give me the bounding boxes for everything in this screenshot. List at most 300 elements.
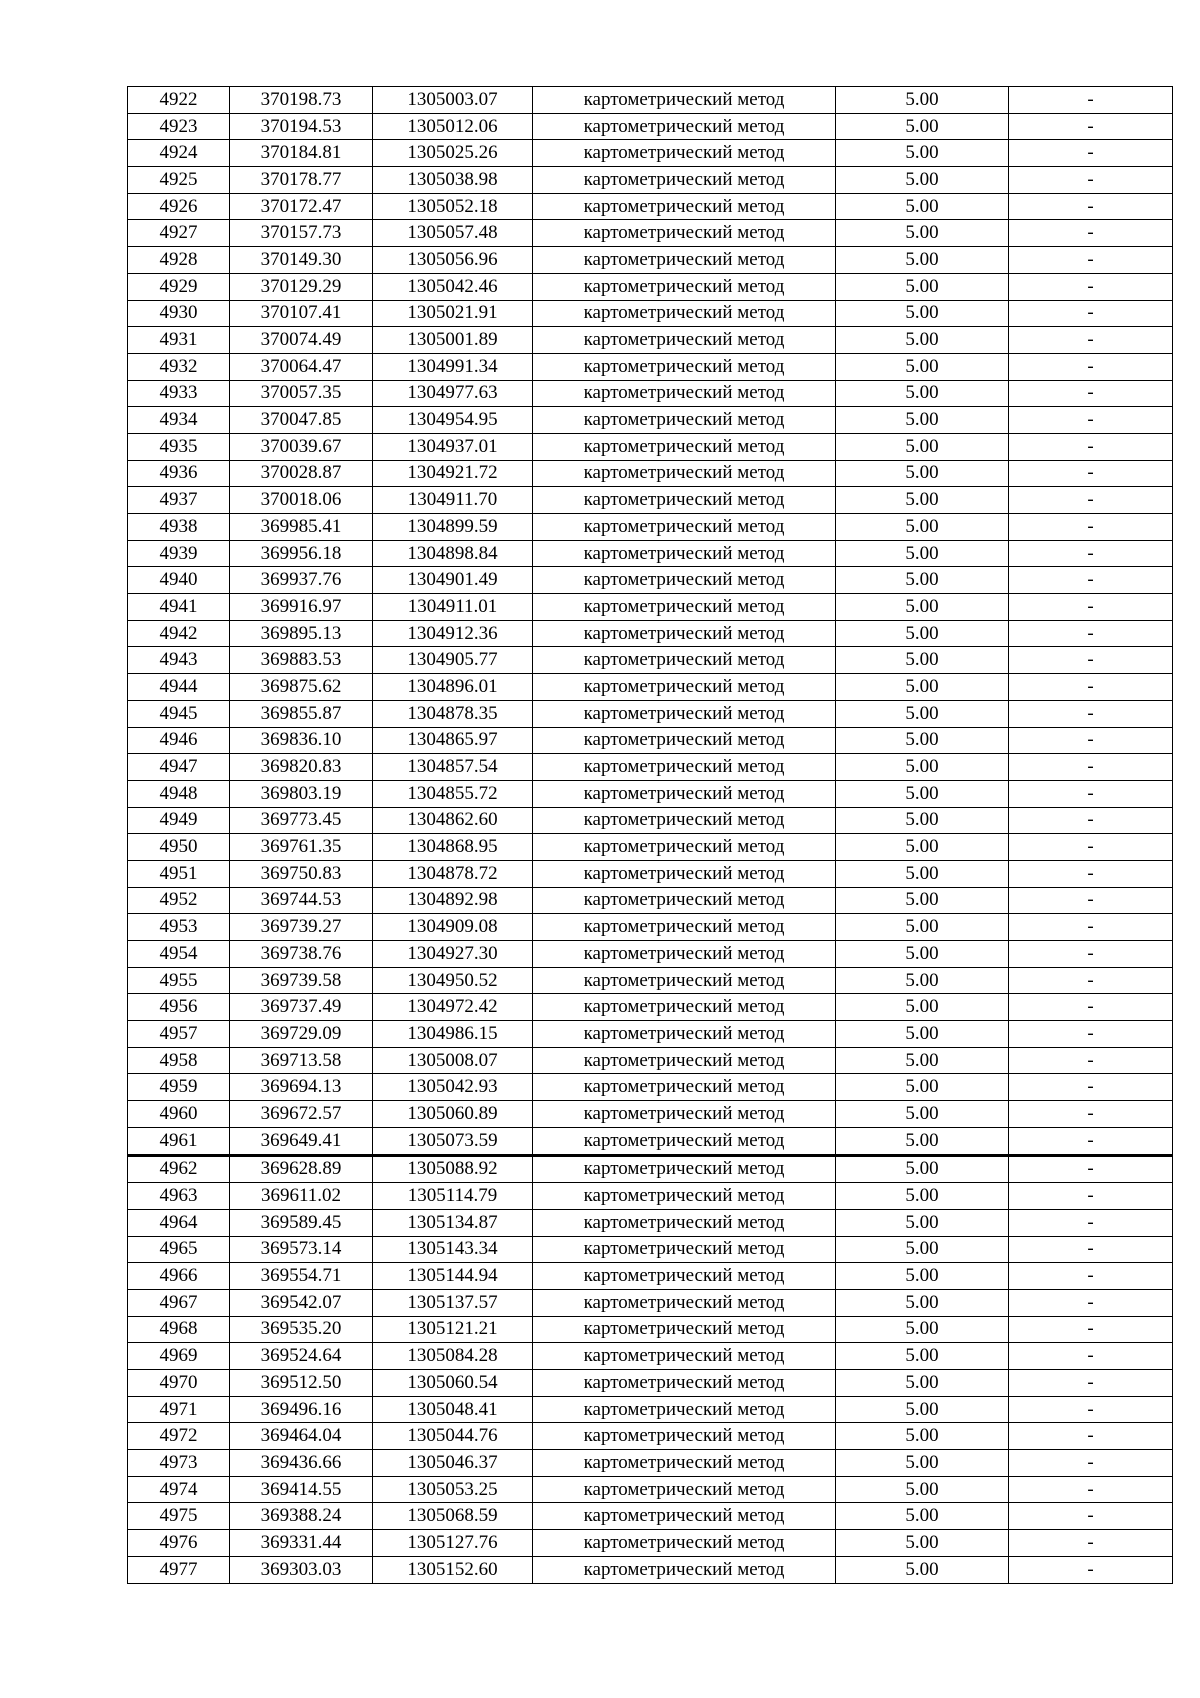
accuracy-cell: 5.00 [836,1155,1009,1183]
y-coordinate-cell: 1304865.97 [373,727,533,754]
y-coordinate-cell: 1305048.41 [373,1396,533,1423]
note-cell: - [1009,1209,1173,1236]
y-coordinate-cell: 1304977.63 [373,380,533,407]
note-cell: - [1009,1183,1173,1210]
table-row [128,700,1173,727]
accuracy-cell: 5.00 [836,540,1009,567]
y-coordinate-cell: 1304905.77 [373,647,533,674]
point-number-cell: 4942 [128,620,230,647]
x-coordinate-cell: 369875.62 [230,674,373,701]
x-coordinate-cell: 370028.87 [230,460,373,487]
y-coordinate-cell: 1304991.34 [373,353,533,380]
table-row [128,647,1173,674]
y-coordinate-cell: 1305044.76 [373,1423,533,1450]
note-cell: - [1009,220,1173,247]
table-row [128,1127,1173,1155]
x-coordinate-cell: 369836.10 [230,727,373,754]
note-cell: - [1009,1074,1173,1101]
table-row [128,1503,1173,1530]
y-coordinate-cell: 1304954.95 [373,407,533,434]
note-cell: - [1009,754,1173,781]
x-coordinate-cell: 369535.20 [230,1316,373,1343]
table-row [128,674,1173,701]
method-cell: картометрический метод [533,514,836,541]
point-number-cell: 4928 [128,247,230,274]
accuracy-cell: 5.00 [836,620,1009,647]
point-number-cell: 4961 [128,1127,230,1155]
accuracy-cell: 5.00 [836,647,1009,674]
note-cell: - [1009,647,1173,674]
x-coordinate-cell: 369512.50 [230,1370,373,1397]
table-row [128,1396,1173,1423]
point-number-cell: 4941 [128,594,230,621]
note-cell: - [1009,1316,1173,1343]
y-coordinate-cell: 1304862.60 [373,807,533,834]
accuracy-cell: 5.00 [836,1503,1009,1530]
accuracy-cell: 5.00 [836,807,1009,834]
accuracy-cell: 5.00 [836,1556,1009,1583]
y-coordinate-cell: 1305143.34 [373,1236,533,1263]
y-coordinate-cell: 1304927.30 [373,941,533,968]
point-number-cell: 4940 [128,567,230,594]
table-row [128,860,1173,887]
method-cell: картометрический метод [533,594,836,621]
point-number-cell: 4975 [128,1503,230,1530]
point-number-cell: 4927 [128,220,230,247]
method-cell: картометрический метод [533,1316,836,1343]
table-row [128,1209,1173,1236]
note-cell: - [1009,887,1173,914]
x-coordinate-cell: 369414.55 [230,1476,373,1503]
note-cell: - [1009,300,1173,327]
table-row [128,193,1173,220]
note-cell: - [1009,433,1173,460]
note-cell: - [1009,380,1173,407]
point-number-cell: 4958 [128,1047,230,1074]
accuracy-cell: 5.00 [836,407,1009,434]
x-coordinate-cell: 369649.41 [230,1127,373,1155]
method-cell: картометрический метод [533,1236,836,1263]
x-coordinate-cell: 370064.47 [230,353,373,380]
accuracy-cell: 5.00 [836,941,1009,968]
y-coordinate-cell: 1305057.48 [373,220,533,247]
note-cell: - [1009,1396,1173,1423]
x-coordinate-cell: 370198.73 [230,87,373,114]
y-coordinate-cell: 1305060.54 [373,1370,533,1397]
point-number-cell: 4955 [128,967,230,994]
accuracy-cell: 5.00 [836,887,1009,914]
accuracy-cell: 5.00 [836,1047,1009,1074]
table-row [128,967,1173,994]
accuracy-cell: 5.00 [836,1316,1009,1343]
method-cell: картометрический метод [533,1556,836,1583]
method-cell: картометрический метод [533,1021,836,1048]
x-coordinate-cell: 370057.35 [230,380,373,407]
accuracy-cell: 5.00 [836,167,1009,194]
y-coordinate-cell: 1305021.91 [373,300,533,327]
note-cell: - [1009,540,1173,567]
x-coordinate-cell: 370184.81 [230,140,373,167]
accuracy-cell: 5.00 [836,1101,1009,1128]
note-cell: - [1009,594,1173,621]
note-cell: - [1009,807,1173,834]
method-cell: картометрический метод [533,167,836,194]
note-cell: - [1009,113,1173,140]
accuracy-cell: 5.00 [836,834,1009,861]
table-row [128,1236,1173,1263]
point-number-cell: 4967 [128,1289,230,1316]
y-coordinate-cell: 1305073.59 [373,1127,533,1155]
method-cell: картометрический метод [533,780,836,807]
x-coordinate-cell: 369739.58 [230,967,373,994]
point-number-cell: 4966 [128,1263,230,1290]
method-cell: картометрический метод [533,353,836,380]
table-row [128,460,1173,487]
note-cell: - [1009,1343,1173,1370]
point-number-cell: 4951 [128,860,230,887]
point-number-cell: 4925 [128,167,230,194]
note-cell: - [1009,1155,1173,1183]
y-coordinate-cell: 1305012.06 [373,113,533,140]
point-number-cell: 4974 [128,1476,230,1503]
table-row [128,540,1173,567]
x-coordinate-cell: 369803.19 [230,780,373,807]
note-cell: - [1009,1021,1173,1048]
x-coordinate-cell: 369672.57 [230,1101,373,1128]
table-row [128,567,1173,594]
table-row [128,620,1173,647]
accuracy-cell: 5.00 [836,994,1009,1021]
accuracy-cell: 5.00 [836,353,1009,380]
point-number-cell: 4945 [128,700,230,727]
table-row [128,380,1173,407]
note-cell: - [1009,273,1173,300]
method-cell: картометрический метод [533,941,836,968]
accuracy-cell: 5.00 [836,780,1009,807]
method-cell: картометрический метод [533,967,836,994]
method-cell: картометрический метод [533,1127,836,1155]
accuracy-cell: 5.00 [836,754,1009,781]
y-coordinate-cell: 1305121.21 [373,1316,533,1343]
point-number-cell: 4970 [128,1370,230,1397]
table-row [128,1423,1173,1450]
x-coordinate-cell: 370149.30 [230,247,373,274]
y-coordinate-cell: 1304912.36 [373,620,533,647]
point-number-cell: 4947 [128,754,230,781]
y-coordinate-cell: 1304878.35 [373,700,533,727]
y-coordinate-cell: 1304896.01 [373,674,533,701]
y-coordinate-cell: 1305068.59 [373,1503,533,1530]
accuracy-cell: 5.00 [836,247,1009,274]
x-coordinate-cell: 369895.13 [230,620,373,647]
method-cell: картометрический метод [533,834,836,861]
method-cell: картометрический метод [533,380,836,407]
method-cell: картометрический метод [533,433,836,460]
table-row [128,300,1173,327]
table-row [128,247,1173,274]
accuracy-cell: 5.00 [836,514,1009,541]
method-cell: картометрический метод [533,540,836,567]
x-coordinate-cell: 370039.67 [230,433,373,460]
table-row [128,1263,1173,1290]
table-row [128,834,1173,861]
x-coordinate-cell: 369956.18 [230,540,373,567]
x-coordinate-cell: 369729.09 [230,1021,373,1048]
point-number-cell: 4957 [128,1021,230,1048]
note-cell: - [1009,1476,1173,1503]
point-number-cell: 4976 [128,1530,230,1557]
table-row [128,594,1173,621]
x-coordinate-cell: 369496.16 [230,1396,373,1423]
x-coordinate-cell: 369737.49 [230,994,373,1021]
table-row [128,167,1173,194]
note-cell: - [1009,620,1173,647]
x-coordinate-cell: 369573.14 [230,1236,373,1263]
method-cell: картометрический метод [533,1396,836,1423]
table-row [128,1450,1173,1477]
note-cell: - [1009,967,1173,994]
note-cell: - [1009,1530,1173,1557]
table-row [128,1155,1173,1183]
accuracy-cell: 5.00 [836,273,1009,300]
y-coordinate-cell: 1305046.37 [373,1450,533,1477]
note-cell: - [1009,1370,1173,1397]
y-coordinate-cell: 1305053.25 [373,1476,533,1503]
point-number-cell: 4922 [128,87,230,114]
note-cell: - [1009,353,1173,380]
note-cell: - [1009,1503,1173,1530]
note-cell: - [1009,1236,1173,1263]
table-row [128,1476,1173,1503]
point-number-cell: 4939 [128,540,230,567]
note-cell: - [1009,674,1173,701]
note-cell: - [1009,193,1173,220]
table-row [128,1343,1173,1370]
accuracy-cell: 5.00 [836,1423,1009,1450]
point-number-cell: 4929 [128,273,230,300]
x-coordinate-cell: 369985.41 [230,514,373,541]
accuracy-cell: 5.00 [836,1021,1009,1048]
point-number-cell: 4944 [128,674,230,701]
note-cell: - [1009,941,1173,968]
method-cell: картометрический метод [533,1503,836,1530]
table-row [128,220,1173,247]
method-cell: картометрический метод [533,1343,836,1370]
accuracy-cell: 5.00 [836,193,1009,220]
note-cell: - [1009,140,1173,167]
point-number-cell: 4964 [128,1209,230,1236]
accuracy-cell: 5.00 [836,1074,1009,1101]
point-number-cell: 4943 [128,647,230,674]
x-coordinate-cell: 369855.87 [230,700,373,727]
method-cell: картометрический метод [533,727,836,754]
note-cell: - [1009,1450,1173,1477]
note-cell: - [1009,994,1173,1021]
y-coordinate-cell: 1305003.07 [373,87,533,114]
note-cell: - [1009,1047,1173,1074]
y-coordinate-cell: 1305144.94 [373,1263,533,1290]
point-number-cell: 4930 [128,300,230,327]
point-number-cell: 4956 [128,994,230,1021]
note-cell: - [1009,87,1173,114]
accuracy-cell: 5.00 [836,380,1009,407]
accuracy-cell: 5.00 [836,433,1009,460]
point-number-cell: 4936 [128,460,230,487]
table-row [128,87,1173,114]
table-row [128,1074,1173,1101]
note-cell: - [1009,167,1173,194]
x-coordinate-cell: 370194.53 [230,113,373,140]
point-number-cell: 4969 [128,1343,230,1370]
x-coordinate-cell: 369694.13 [230,1074,373,1101]
accuracy-cell: 5.00 [836,914,1009,941]
y-coordinate-cell: 1304868.95 [373,834,533,861]
y-coordinate-cell: 1305052.18 [373,193,533,220]
point-number-cell: 4973 [128,1450,230,1477]
x-coordinate-cell: 369542.07 [230,1289,373,1316]
y-coordinate-cell: 1305025.26 [373,140,533,167]
point-number-cell: 4959 [128,1074,230,1101]
point-number-cell: 4931 [128,327,230,354]
accuracy-cell: 5.00 [836,1183,1009,1210]
x-coordinate-cell: 369628.89 [230,1155,373,1183]
y-coordinate-cell: 1305134.87 [373,1209,533,1236]
y-coordinate-cell: 1304857.54 [373,754,533,781]
y-coordinate-cell: 1305008.07 [373,1047,533,1074]
y-coordinate-cell: 1304972.42 [373,994,533,1021]
accuracy-cell: 5.00 [836,567,1009,594]
point-number-cell: 4938 [128,514,230,541]
table-row [128,727,1173,754]
note-cell: - [1009,1101,1173,1128]
table-row [128,273,1173,300]
x-coordinate-cell: 370157.73 [230,220,373,247]
y-coordinate-cell: 1305060.89 [373,1101,533,1128]
table-row [128,1556,1173,1583]
x-coordinate-cell: 369738.76 [230,941,373,968]
note-cell: - [1009,1263,1173,1290]
method-cell: картометрический метод [533,914,836,941]
method-cell: картометрический метод [533,1289,836,1316]
y-coordinate-cell: 1305114.79 [373,1183,533,1210]
table-row [128,1316,1173,1343]
table-row [128,1047,1173,1074]
y-coordinate-cell: 1304855.72 [373,780,533,807]
table-row [128,487,1173,514]
point-number-cell: 4926 [128,193,230,220]
x-coordinate-cell: 370018.06 [230,487,373,514]
point-number-cell: 4963 [128,1183,230,1210]
table-row [128,887,1173,914]
point-number-cell: 4971 [128,1396,230,1423]
y-coordinate-cell: 1304937.01 [373,433,533,460]
y-coordinate-cell: 1305084.28 [373,1343,533,1370]
note-cell: - [1009,700,1173,727]
note-cell: - [1009,514,1173,541]
table-row [128,514,1173,541]
note-cell: - [1009,834,1173,861]
table-row [128,941,1173,968]
method-cell: картометрический метод [533,1370,836,1397]
point-number-cell: 4924 [128,140,230,167]
accuracy-cell: 5.00 [836,220,1009,247]
method-cell: картометрический метод [533,87,836,114]
method-cell: картометрический метод [533,1101,836,1128]
x-coordinate-cell: 370074.49 [230,327,373,354]
x-coordinate-cell: 369303.03 [230,1556,373,1583]
y-coordinate-cell: 1304921.72 [373,460,533,487]
method-cell: картометрический метод [533,1263,836,1290]
x-coordinate-cell: 369554.71 [230,1263,373,1290]
accuracy-cell: 5.00 [836,487,1009,514]
x-coordinate-cell: 369611.02 [230,1183,373,1210]
point-number-cell: 4968 [128,1316,230,1343]
y-coordinate-cell: 1304909.08 [373,914,533,941]
method-cell: картометрический метод [533,487,836,514]
accuracy-cell: 5.00 [836,1476,1009,1503]
note-cell: - [1009,1423,1173,1450]
method-cell: картометрический метод [533,887,836,914]
accuracy-cell: 5.00 [836,594,1009,621]
x-coordinate-cell: 369331.44 [230,1530,373,1557]
point-number-cell: 4962 [128,1155,230,1183]
table-row [128,113,1173,140]
accuracy-cell: 5.00 [836,1343,1009,1370]
method-cell: картометрический метод [533,1155,836,1183]
method-cell: картометрический метод [533,674,836,701]
y-coordinate-cell: 1305038.98 [373,167,533,194]
note-cell: - [1009,780,1173,807]
method-cell: картометрический метод [533,407,836,434]
note-cell: - [1009,1556,1173,1583]
note-cell: - [1009,914,1173,941]
method-cell: картометрический метод [533,860,836,887]
point-number-cell: 4932 [128,353,230,380]
y-coordinate-cell: 1304898.84 [373,540,533,567]
table-row [128,1101,1173,1128]
note-cell: - [1009,460,1173,487]
point-number-cell: 4937 [128,487,230,514]
method-cell: картометрический метод [533,327,836,354]
method-cell: картометрический метод [533,1450,836,1477]
method-cell: картометрический метод [533,1476,836,1503]
point-number-cell: 4935 [128,433,230,460]
accuracy-cell: 5.00 [836,1236,1009,1263]
point-number-cell: 4933 [128,380,230,407]
x-coordinate-cell: 369739.27 [230,914,373,941]
method-cell: картометрический метод [533,647,836,674]
accuracy-cell: 5.00 [836,87,1009,114]
y-coordinate-cell: 1305088.92 [373,1155,533,1183]
x-coordinate-cell: 369916.97 [230,594,373,621]
table-row [128,140,1173,167]
method-cell: картометрический метод [533,620,836,647]
table-row [128,1530,1173,1557]
note-cell: - [1009,487,1173,514]
accuracy-cell: 5.00 [836,140,1009,167]
x-coordinate-cell: 369937.76 [230,567,373,594]
accuracy-cell: 5.00 [836,860,1009,887]
table-row [128,994,1173,1021]
accuracy-cell: 5.00 [836,1209,1009,1236]
accuracy-cell: 5.00 [836,1263,1009,1290]
method-cell: картометрический метод [533,1074,836,1101]
y-coordinate-cell: 1305152.60 [373,1556,533,1583]
method-cell: картометрический метод [533,994,836,1021]
point-number-cell: 4949 [128,807,230,834]
method-cell: картометрический метод [533,220,836,247]
y-coordinate-cell: 1305042.93 [373,1074,533,1101]
